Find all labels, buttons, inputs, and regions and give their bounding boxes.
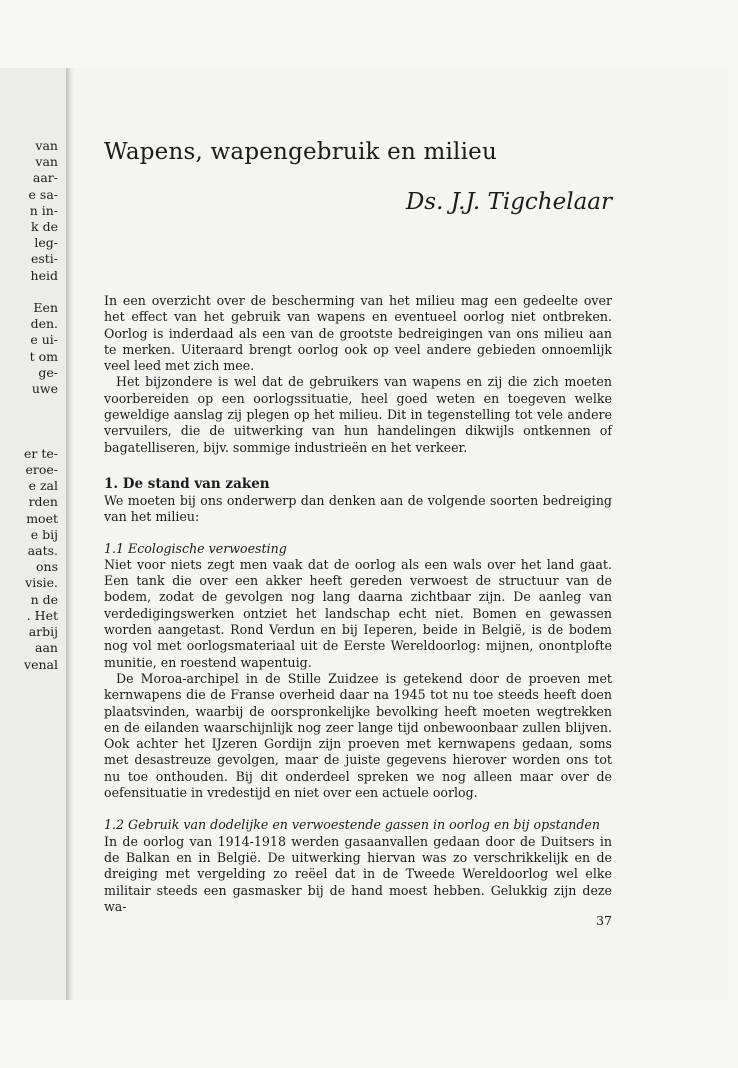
left-page-text: van van aar- e sa- n in- k de leg- esti- heid Een den. e ui- t om ge- uwe er te- eroe- e zal rden moet e bij aats. ons visie. n de . Het arbij aan venal [24, 138, 58, 672]
subsection-paragraph: In de oorlog van 1914-1918 werden gasaanvallen gedaan door de Duitsers in de Balkan en in België. De uitwerking hiervan was zo verschrikkelijk en de dreiging met vergelding zo reëel dat in de Tweede Wereldoorlog wel elke militair steeds een gasmasker bij de hand moest hebben. Gelukkig zijn deze wa- [104, 833, 612, 914]
subsection-heading-1-1: 1.1 Ecologische verwoesting [104, 540, 287, 556]
article-author: Ds. J.J. Tigchelaar [405, 189, 612, 215]
article-intro [104, 293, 612, 456]
page-number: 37 [596, 913, 612, 928]
article [104, 137, 612, 915]
section-paragraph: We moeten bij ons onderwerp dan denken aan de volgende soorten bedreiging van het milieu: [104, 492, 612, 525]
subsection-paragraph: Niet voor niets zegt men vaak dat de oorlog als een wals over het land gaat. Een tank die over een akker heeft gereden verwoest de structuur van de bodem, zodat de gevolgen nog lang daarna zichtbaar zijn. De aanleg van verdedigingswerken ontziet het landschap echt niet. Bomen en gewassen worden aangetast. Rond Verdun en bij Ieperen, beide in België, is de bodem nog vol met oorlogsmateriaal uit de Eerste Wereldoorlog: mijnen, onontplofte munitie, en roestend wapentuig. [104, 556, 612, 670]
section-body [104, 493, 612, 526]
left-page-edge [0, 68, 68, 1000]
subsection-body-1-1 [104, 557, 612, 801]
book-gutter [66, 68, 74, 1000]
article-title: Wapens, wapengebruik en milieu [104, 139, 497, 165]
subsection-body-1-2 [104, 834, 612, 915]
intro-paragraph-1: In een overzicht over de bescherming van het milieu mag een gedeelte over het effect van het gebruik van wapens en eventueel oorlog niet ontbreken. Oorlog is inderdaad als een van de grootste bedreigingen van ons milieu aan te merken. Uiteraard brengt oorlog ook op veel andere gebieden onnoemlijk veel leed met zich mee. [104, 293, 612, 374]
section-heading: 1. De stand van zaken [104, 475, 270, 492]
intro-paragraph-2: Het bijzondere is wel dat de gebruikers van wapens en zij die zich moeten voorbereiden op een oorlogssituatie, heel goed weten en toegeven welke geweldige aanslag zij plegen op het milieu. Dit in tegenstelling tot vele andere vervuilers, die de uitwerking van hun handelingen dikwijls ontkennen of bagatelliseren, bijv. sommige industrieën en het verkeer. [104, 374, 612, 455]
subsection-heading-1-2: 1.2 Gebruik van dodelijke en verwoestende gassen in oorlog en bij opstanden [104, 817, 600, 833]
subsection-paragraph: De Moroa-archipel in de Stille Zuidzee is getekend door de proeven met kernwapens die de Franse overheid daar na 1945 tot nu toe steeds heeft doen plaatsvinden, waarbij de oorspronkelijke bevolking heeft moeten wegtrekken en de eilanden waarschijnlijk nog zeer lange tijd onbewoonbaar zullen blijven. Ook achter het IJzeren Gordijn zijn proeven met kernwapens gedaan, soms met desastreuze gevolgen, maar de juiste gegevens hierover worden ons tot nu toe onthouden. Bij dit onderdeel spreken we nog alleen maar over de oefensituatie in vredestijd en niet over een actuele oorlog. [104, 670, 612, 801]
